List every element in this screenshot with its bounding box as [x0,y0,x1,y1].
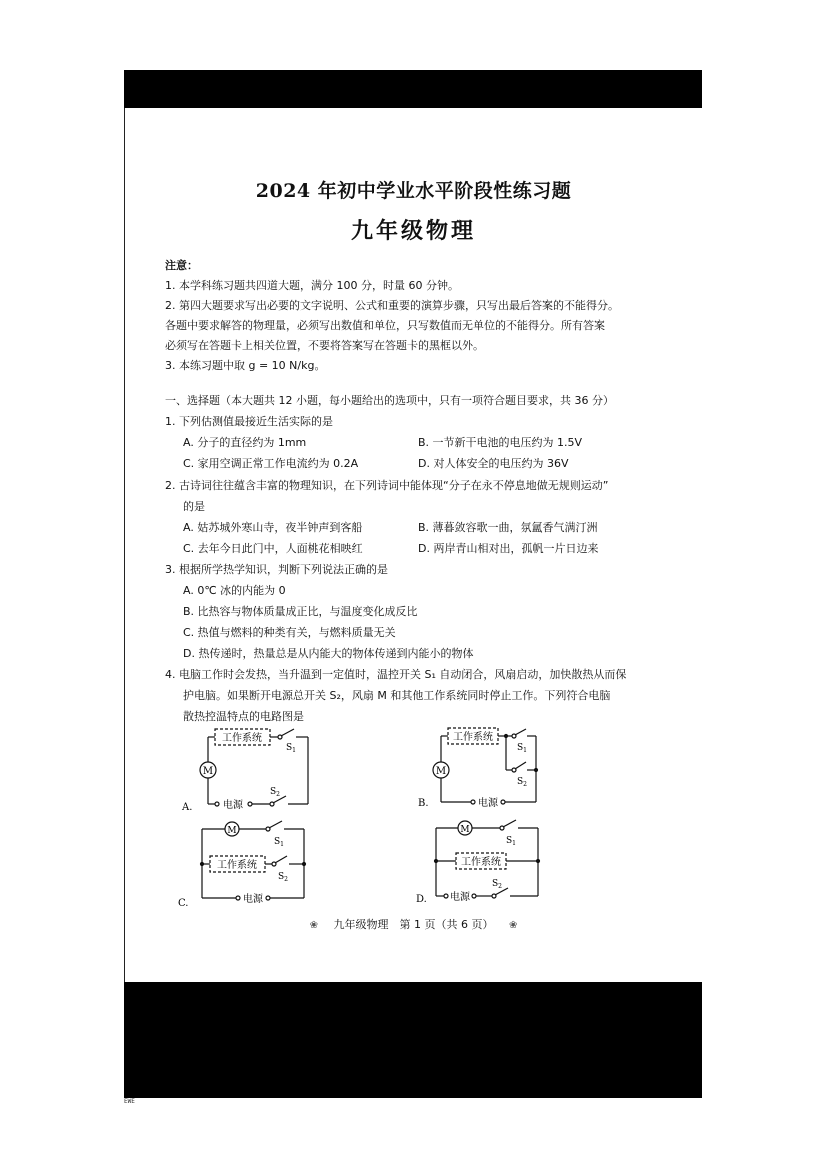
svg-text:S2: $S_2$ [517,777,527,788]
note-item: 3. 本练习题中取 g = 10 N/kg。 [165,359,326,372]
exam-page [125,108,702,982]
svg-text:S2: $S_2$ [270,787,280,798]
q3-option-d: D. 热传递时，热量总是从内能大的物体传递到内能小的物体 [183,647,474,660]
notes-heading: 注意： [165,259,198,272]
q1-option-b: B. 一节新干电池的电压约为 1.5V [418,436,583,449]
svg-text:S1: $S_1$ [286,743,296,754]
svg-text:电源: 电源 [478,798,498,809]
question-4-stem-cont: 散热控温特点的电路图是 [183,710,304,723]
question-3-stem: 3. 根据所学热学知识，判断下列说法正确的是 [165,563,388,576]
svg-text:S1: $S_1$ [274,837,284,848]
ornament-icon: ❀ [309,920,318,931]
q3-option-a: A. 0℃ 冰的内能为 0 [183,584,286,597]
question-1-stem: 1. 下列估测值最接近生活实际的是 [165,415,333,428]
q3-option-b: B. 比热容与物体质量成正比，与温度变化成反比 [183,605,418,618]
q2-option-a: A. 姑苏城外寒山寺，夜半钟声到客船 [183,521,363,534]
svg-text:M: M [227,826,237,836]
svg-text:电源: 电源 [450,892,470,903]
svg-text:M: M [460,825,470,835]
svg-text:A.: A. [182,802,193,813]
circuit-diagram-c [170,814,330,914]
svg-text:工作系统: 工作系统 [217,860,257,871]
q1-option-d: D. 对人体安全的电压约为 36V [418,457,569,470]
q1-option-c: C. 家用空调正常工作电流约为 0.2A [183,457,359,470]
q3-option-c: C. 热值与燃料的种类有关，与燃料质量无关 [183,626,396,639]
corner-mark: EWE [124,1098,135,1105]
note-item: 2. 第四大题要求写出必要的文字说明、公式和重要的演算步骤，只写出最后答案的不能得分。 [165,299,619,312]
q2-option-d: D. 两岸青山相对出，孤帆一片日边来 [418,542,599,555]
svg-text:M: M [435,766,447,777]
exam-subtitle: 九年级物理 [350,219,476,244]
svg-text:工作系统: 工作系统 [461,857,501,868]
svg-text:S2: $S_2$ [492,879,502,890]
svg-text:M: M [202,766,214,777]
svg-text:B.: B. [418,798,429,809]
question-4-stem-cont: 护电脑。如果断开电源总开关 S₂，风扇 M 和其他工作系统同时停止工作。下列符合电脑 [183,689,611,702]
svg-text:S1: $S_1$ [517,743,527,754]
exam-title: 2024 年初中学业水平阶段性练习题 [255,180,572,202]
page-footer [125,916,702,932]
svg-text:D.: D. [416,894,427,905]
q2-option-b: B. 薄暮敛容歌一曲，氛氲香气满汀洲 [418,521,598,534]
question-2-stem: 2. 古诗词往往蕴含丰富的物理知识，在下列诗词中能体现“分子在永不停息地做无规则运动” [165,479,609,492]
circuit-diagram-b [408,720,568,820]
question-4-stem: 4. 电脑工作时会发热，当升温到一定值时，温控开关 S₁ 自动闭合，风扇启动，加快散热从而保 [165,668,627,681]
svg-text:S2: $S_2$ [278,872,288,883]
ornament-icon: ❀ [508,920,518,931]
page-number-text: 九年级物理 第 1 页（共 6 页） [333,918,494,931]
scan-border-top [124,70,702,108]
svg-text:工作系统: 工作系统 [453,732,493,743]
svg-text:工作系统: 工作系统 [222,733,262,744]
note-item: 必须写在答题卡上相关位置，不要将答案写在答题卡的黑框以外。 [165,339,484,352]
q2-option-c: C. 去年今日此门中，人面桃花相映红 [183,542,363,555]
note-item: 1. 本学科练习题共四道大题，满分 100 分，时量 60 分钟。 [165,279,459,292]
circuit-diagram-a [170,720,330,820]
scan-border-bottom [124,982,702,1098]
svg-text:C.: C. [178,898,189,909]
note-item: 各题中要求解答的物理量，必须写出数值和单位，只写数值而无单位的不能得分。所有答案 [165,319,605,332]
svg-text:电源: 电源 [223,800,243,811]
question-2-stem-cont: 的是 [183,500,205,513]
q1-option-a: A. 分子的直径约为 1mm [183,436,307,449]
section-heading: 一、选择题（本大题共 12 小题，每小题给出的选项中，只有一项符合题目要求，共 36 分） [165,394,614,407]
circuit-diagram-d [408,814,568,914]
svg-text:S1: $S_1$ [506,836,516,847]
svg-text:电源: 电源 [243,894,263,905]
